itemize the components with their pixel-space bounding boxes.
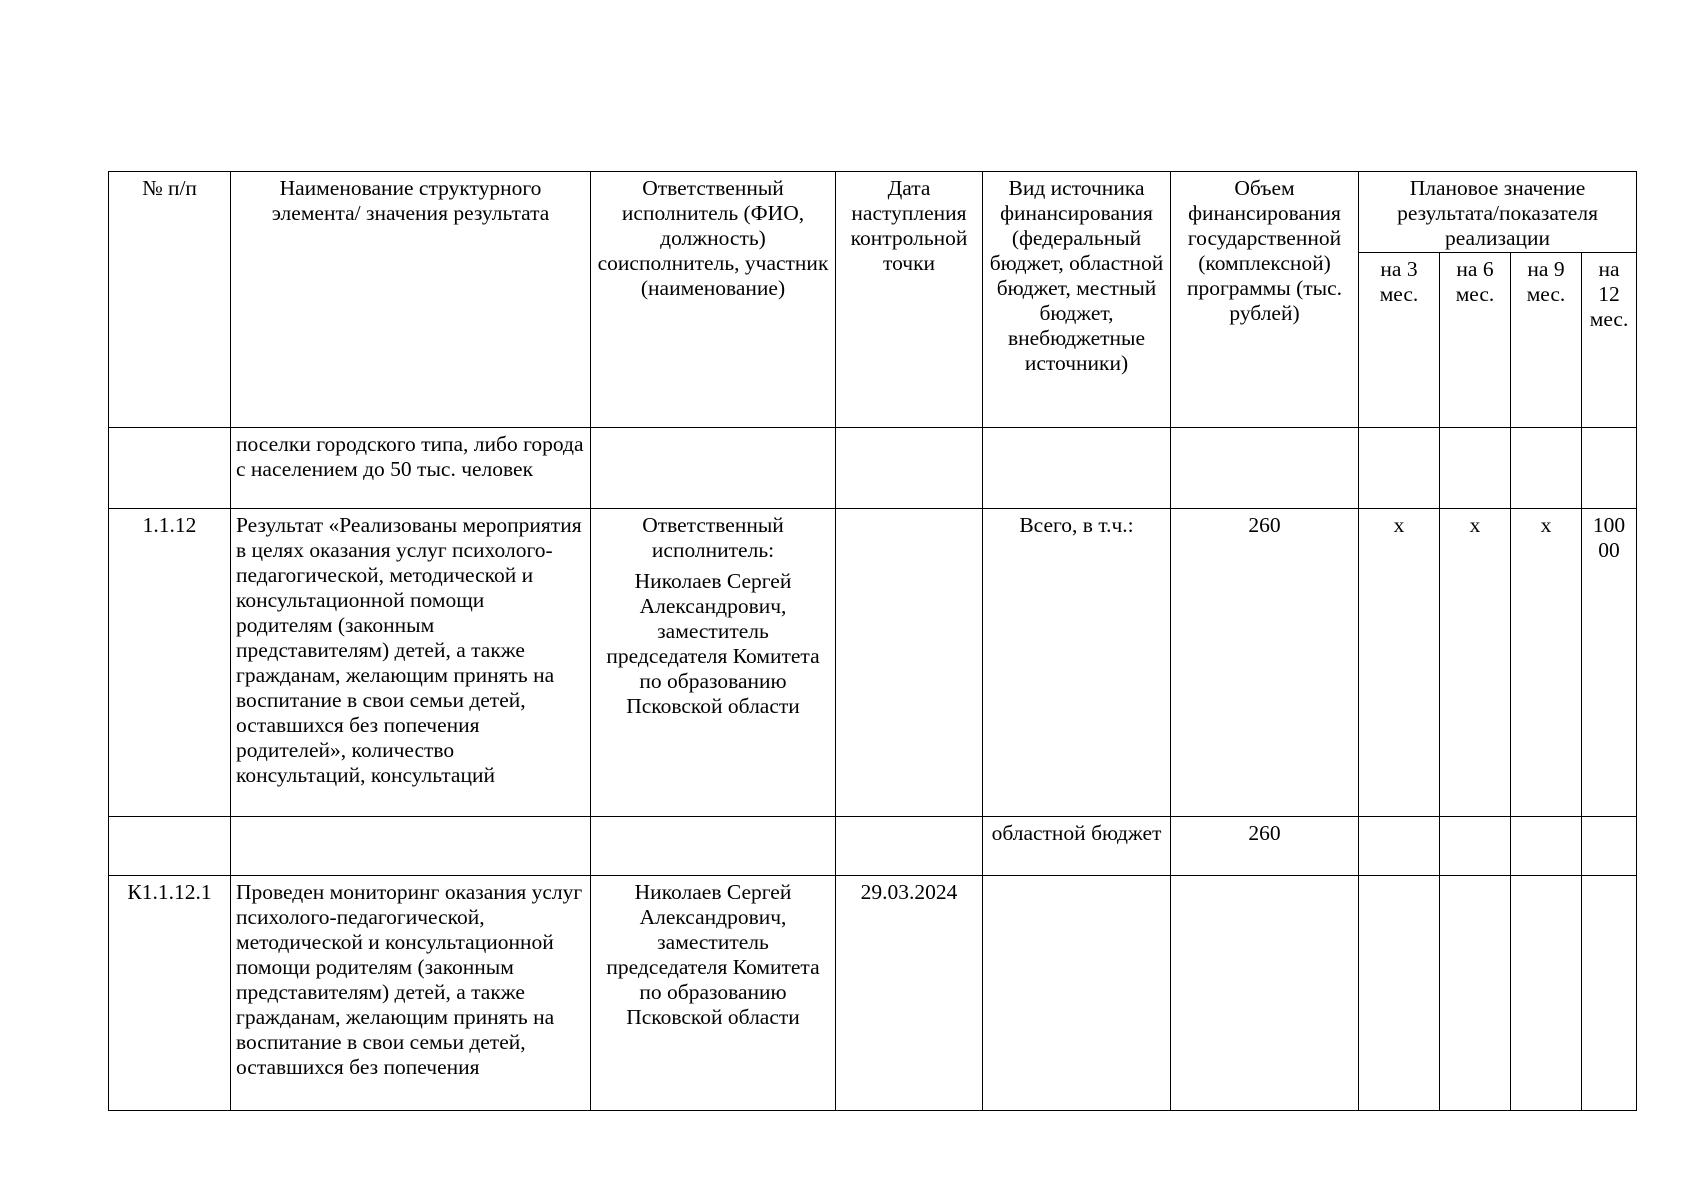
cell-name: Результат «Реализованы мероприятия в целях оказания услуг психолого-педагогической, методической и консультационной помощи родителям (законным представителям) детей, а также гражданам, желающим принять на воспитание в свои семьи детей, оставшихся без попечения родителей», количество консультаций, консультаций	[231, 509, 591, 817]
header-source: Вид источника финансирования (федеральный бюджет, областной бюджет, местный бюджет, внебюджетные источники)	[983, 172, 1171, 428]
cell-name	[231, 817, 591, 876]
header-q3: на 3 мес.	[1359, 253, 1440, 428]
cell-source	[983, 876, 1171, 1111]
header-q6: на 6 мес.	[1440, 253, 1511, 428]
cell-volume: 260	[1171, 817, 1359, 876]
responsible-person: Николаев Сергей Александрович, заместитель председателя Комитета по образованию Псковской области	[606, 569, 820, 718]
header-responsible: Ответственный исполнитель (ФИО, должность) соисполнитель, участник (наименование)	[591, 172, 836, 428]
cell-name: Проведен мониторинг оказания услуг психолого-педагогической, методической и консультационной помощи родителям (законным представителям) детей, а также гражданам, желающим принять на воспитание в свои семьи детей, оставшихся без попечения	[231, 876, 591, 1111]
cell-name: поселки городского типа, либо города с населением до 50 тыс. человек	[231, 428, 591, 509]
cell-num: К1.1.12.1	[109, 876, 231, 1111]
cell-q9	[1511, 817, 1582, 876]
cell-num	[109, 428, 231, 509]
cell-q9	[1511, 876, 1582, 1111]
cell-source: Всего, в т.ч.:	[983, 509, 1171, 817]
cell-q6	[1440, 817, 1511, 876]
cell-q3: x	[1359, 509, 1440, 817]
cell-q9: x	[1511, 509, 1582, 817]
cell-num	[109, 817, 231, 876]
header-plan: Плановое значение результата/показателя реализации	[1359, 172, 1637, 253]
cell-date	[836, 428, 983, 509]
responsible-title: Ответственный исполнитель:	[642, 513, 784, 562]
table-row	[109, 876, 1637, 1111]
cell-responsible	[591, 428, 836, 509]
cell-q3	[1359, 428, 1440, 509]
header-date: Дата наступления контрольной точки	[836, 172, 983, 428]
cell-volume	[1171, 876, 1359, 1111]
table-row	[109, 428, 1637, 509]
cell-q6	[1440, 876, 1511, 1111]
cell-q6	[1440, 428, 1511, 509]
cell-q12: 100 00	[1582, 509, 1637, 817]
cell-source: областной бюджет	[983, 817, 1171, 876]
header-q9: на 9 мес.	[1511, 253, 1582, 428]
header-name: Наименование структурного элемента/ значения результата	[231, 172, 591, 428]
cell-q3	[1359, 876, 1440, 1111]
cell-q9	[1511, 428, 1582, 509]
cell-volume	[1171, 428, 1359, 509]
table-row	[109, 509, 1637, 817]
cell-q3	[1359, 817, 1440, 876]
cell-date	[836, 509, 983, 817]
header-row	[109, 172, 1637, 253]
cell-q12	[1582, 876, 1637, 1111]
cell-q12	[1582, 817, 1637, 876]
header-volume: Объем финансирования государственной (комплексной) программы (тыс. рублей)	[1171, 172, 1359, 428]
header-num: № п/п	[109, 172, 231, 428]
cell-volume: 260	[1171, 509, 1359, 817]
cell-responsible: Николаев Сергей Александрович, заместитель председателя Комитета по образованию Псковской области	[591, 876, 836, 1111]
header-q12: на 12 мес.	[1582, 253, 1637, 428]
cell-responsible	[591, 817, 836, 876]
cell-source	[983, 428, 1171, 509]
cell-q12	[1582, 428, 1637, 509]
table-row	[109, 817, 1637, 876]
plan-table	[108, 171, 1637, 1111]
cell-date: 29.03.2024	[836, 876, 983, 1111]
cell-responsible	[591, 509, 836, 817]
cell-num: 1.1.12	[109, 509, 231, 817]
cell-q6: x	[1440, 509, 1511, 817]
cell-date	[836, 817, 983, 876]
